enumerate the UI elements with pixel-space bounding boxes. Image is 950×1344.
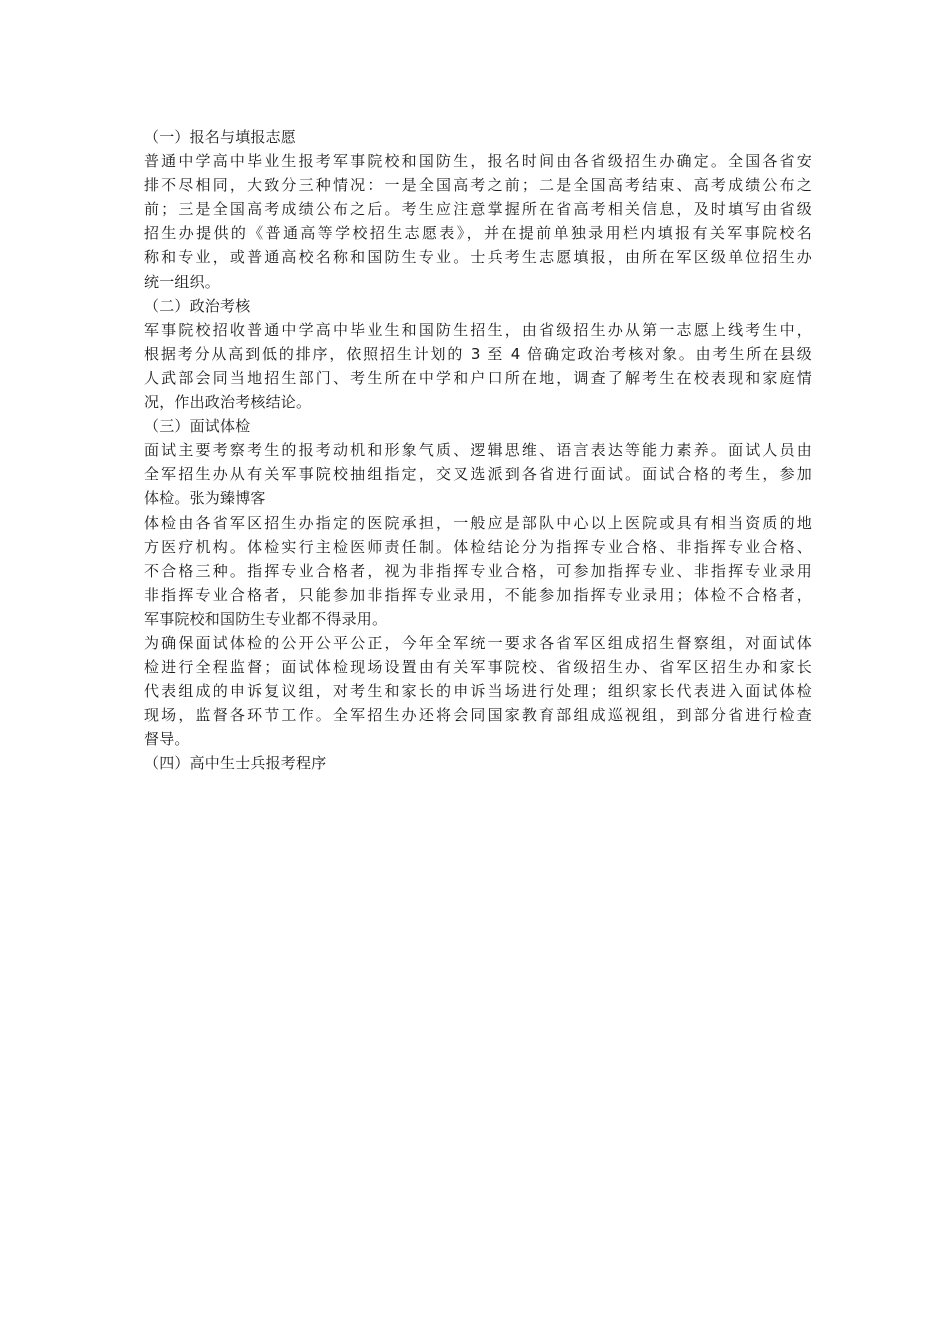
heading-registration: （一）报名与填报志愿 <box>144 128 297 146</box>
paragraph-line: 排不尽相同，大致分三种情况：一是全国高考之前；二是全国高考结束、高考成绩公布之 <box>144 176 812 195</box>
paragraph-line: 现场，监督各环节工作。全军招生办还将会同国家教育部组成巡视组，到部分省进行检查 <box>144 706 812 725</box>
paragraph-line: 军事院校和国防生专业都不得录用。 <box>144 609 388 628</box>
paragraph-line: 方医疗机构。体检实行主检医师责任制。体检结论分为指挥专业合格、非指挥专业合格、 <box>144 537 812 556</box>
paragraph-line: 全军招生办从有关军事院校抽组指定，交叉选派到各省进行面试。面试合格的考生，参加 <box>144 465 812 484</box>
paragraph-line: 不合格三种。指挥专业合格者，视为非指挥专业合格，可参加指挥专业、非指挥专业录用 <box>144 561 812 580</box>
paragraph-line: 称和专业，或普通高校名称和国防生专业。士兵考生志愿填报，由所在军区级单位招生办 <box>144 248 812 267</box>
paragraph-line: 体检。张为臻博客 <box>144 489 266 508</box>
paragraph-line: 为确保面试体检的公开公平公正，今年全军统一要求各省军区组成招生督察组，对面试体 <box>144 633 812 652</box>
paragraph-line: 代表组成的申诉复议组，对考生和家长的申诉当场进行处理；组织家长代表进入面试体检 <box>144 682 812 701</box>
paragraph-line: 普通中学高中毕业生报考军事院校和国防生，报名时间由各省级招生办确定。全国各省安 <box>144 152 812 171</box>
paragraph-line: 督导。 <box>144 730 190 749</box>
paragraph-line: 根据考分从高到低的排序，依照招生计划的 3 至 4 倍确定政治考核对象。由考生所在县级 <box>144 344 812 363</box>
paragraph-line: 体检由各省军区招生办指定的医院承担，一般应是部队中心以上医院或具有相当资质的地 <box>144 513 812 532</box>
paragraph-line: 统一组织。 <box>144 272 221 291</box>
paragraph-line: 招生办提供的《普通高等学校招生志愿表》，并在提前单独录用栏内填报有关军事院校名 <box>144 224 812 243</box>
paragraph-line: 面试主要考察考生的报考动机和形象气质、逻辑思维、语言表达等能力素养。面试人员由 <box>144 441 812 460</box>
document-body <box>144 125 812 776</box>
heading-political-review: （二）政治考核 <box>144 296 251 315</box>
paragraph-line: 非指挥专业合格者，只能参加非指挥专业录用，不能参加指挥专业录用；体检不合格者， <box>144 585 812 604</box>
paragraph-line: 况，作出政治考核结论。 <box>144 393 312 412</box>
paragraph-line: 人武部会同当地招生部门、考生所在中学和户口所在地，调查了解考生在校表现和家庭情 <box>144 368 812 387</box>
paragraph-line: 军事院校招收普通中学高中毕业生和国防生招生，由省级招生办从第一志愿上线考生中， <box>144 320 812 339</box>
heading-soldier-application: （四）高中生士兵报考程序 <box>144 754 327 773</box>
paragraph-line: 检进行全程监督；面试体检现场设置由有关军事院校、省级招生办、省军区招生办和家长 <box>144 658 812 677</box>
heading-interview-exam: （三）面试体检 <box>144 417 251 436</box>
paragraph-line: 前；三是全国高考成绩公布之后。考生应注意掌握所在省高考相关信息，及时填写由省级 <box>144 200 812 219</box>
